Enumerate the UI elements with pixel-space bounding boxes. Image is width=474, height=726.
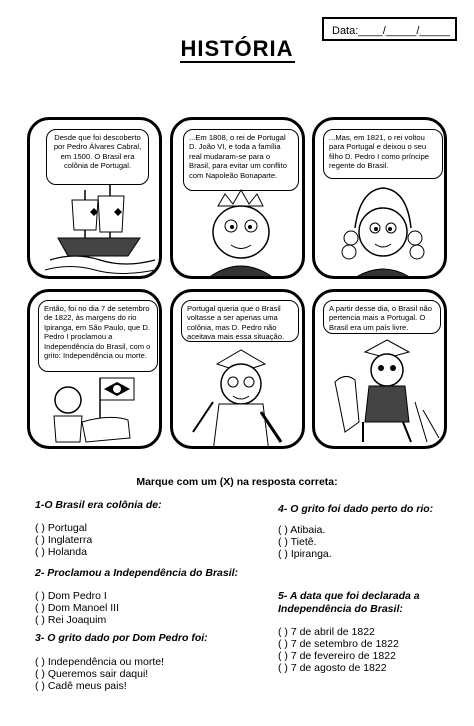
- q3-option-queremos-sair[interactable]: ( ) Queremos sair daqui!: [35, 668, 149, 680]
- q5-option-7-fevereiro[interactable]: ( ) 7 de fevereiro de 1822: [278, 650, 396, 662]
- q2-option-dom-pedro-i[interactable]: ( ) Dom Pedro I: [35, 590, 107, 602]
- ship-illustration: [30, 120, 162, 279]
- q3-option-independencia[interactable]: ( ) Independência ou morte!: [35, 656, 164, 668]
- q1-option-portugal[interactable]: ( ) Portugal: [35, 522, 87, 534]
- boy-on-horse-illustration: [315, 292, 447, 449]
- horse-rider-illustration: [30, 292, 162, 449]
- speech-bubble-4: Então, foi no dia 7 de setembro de 1822, às margens do rio Ipiranga, em São Paulo, que D. Pedro I proclamou a Independência do Brasil, com o grito: Independência ou morte.: [38, 300, 158, 372]
- q1-option-holanda[interactable]: ( ) Holanda: [35, 546, 87, 558]
- comic-panel-4: [27, 289, 162, 449]
- q5-option-7-abril[interactable]: ( ) 7 de abril de 1822: [278, 626, 375, 638]
- comic-panel-1: [27, 117, 162, 279]
- speech-bubble-1: Desde que foi descoberto por Pedro Álvares Cabral, em 1500. O Brasil era colônia de Portugal.: [46, 129, 149, 185]
- speech-bubble-6: A partir desse dia, o Brasil não pertencia mais a Portugal. O Brasil era um país livre.: [323, 300, 441, 334]
- comic-panel-2: [170, 117, 305, 279]
- q5-option-7-agosto[interactable]: ( ) 7 de agosto de 1822: [278, 662, 387, 674]
- question-1: 1-O Brasil era colônia de:: [35, 499, 162, 511]
- q4-option-tiete[interactable]: ( ) Tietê.: [278, 536, 317, 548]
- q2-option-rei-joaquim[interactable]: ( ) Rei Joaquim: [35, 614, 107, 626]
- instruction-text: Marque com um (X) na resposta correta:: [136, 476, 338, 488]
- q2-option-dom-manoel-iii[interactable]: ( ) Dom Manoel III: [35, 602, 120, 614]
- speech-bubble-5: Portugal queria que o Brasil voltasse a ser apenas uma colônia, mas D. Pedro não aceitava mais essa situação.: [181, 300, 299, 342]
- prince-illustration: [315, 120, 447, 279]
- q1-option-inglaterra[interactable]: ( ) Inglaterra: [35, 534, 93, 546]
- q4-option-ipiranga[interactable]: ( ) Ipiranga.: [278, 548, 332, 560]
- q5-option-7-setembro[interactable]: ( ) 7 de setembro de 1822: [278, 638, 399, 650]
- title-underline: [180, 61, 295, 63]
- girl-with-sword-illustration: [173, 292, 305, 449]
- comic-panel-5: [170, 289, 305, 449]
- question-4: 4- O grito foi dado perto do rio:: [278, 503, 434, 515]
- comic-panel-6: [312, 289, 447, 449]
- date-field[interactable]: Data:____/_____/_____: [322, 17, 457, 41]
- page-title: HISTÓRIA: [180, 36, 294, 61]
- q3-option-cade-meus-pais[interactable]: ( ) Cadê meus pais!: [35, 680, 127, 692]
- question-2: 2- Proclamou a Independência do Brasil:: [35, 567, 239, 579]
- king-illustration: [173, 120, 305, 279]
- question-3: 3- O grito dado por Dom Pedro foi:: [35, 632, 208, 644]
- q4-option-atibaia[interactable]: ( ) Atibaia.: [278, 524, 326, 536]
- speech-bubble-3: ...Mas, em 1821, o rei voltou para Portugal e deixou o seu filho D. Pedro I como príncipe regente do Brasil.: [323, 129, 443, 179]
- speech-bubble-2: ...Em 1808, o rei de Portugal D. João VI, e toda a família real mudaram-se para o Brasil, para evitar um conflito com Napoleão Bonaparte.: [183, 129, 299, 191]
- question-5: 5- A data que foi declarada a Independência do Brasil:: [278, 590, 420, 615]
- comic-panel-3: [312, 117, 447, 279]
